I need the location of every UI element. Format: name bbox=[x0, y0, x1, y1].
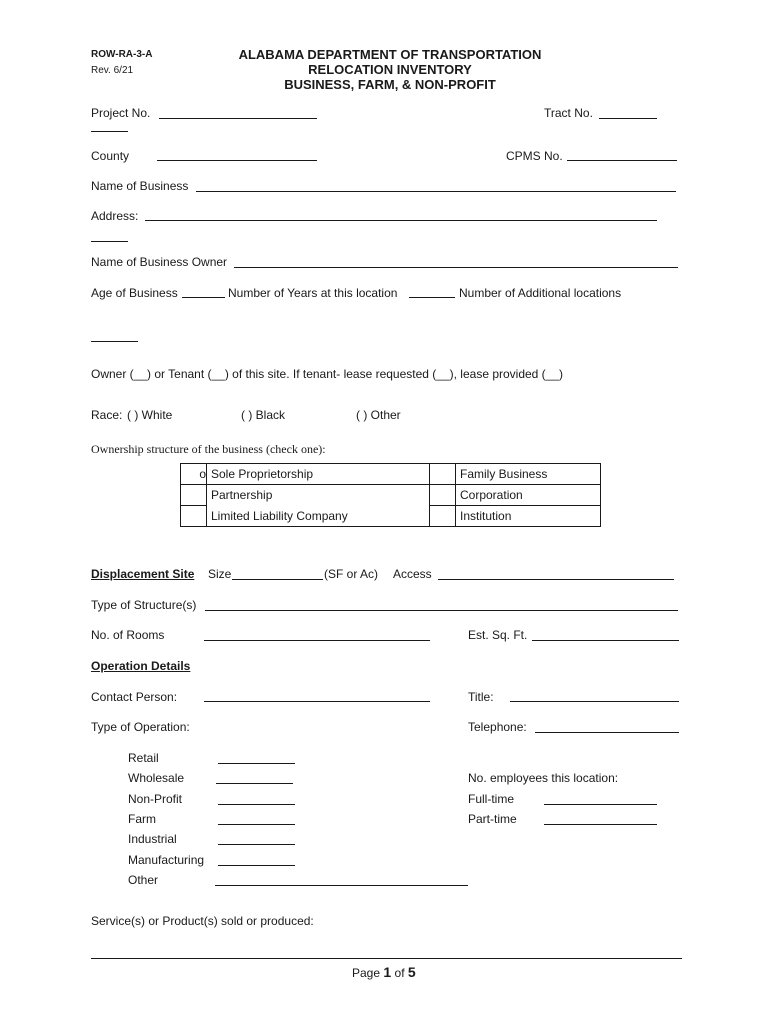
business-name-label: Name of Business bbox=[91, 179, 189, 193]
wholesale-field[interactable] bbox=[216, 783, 293, 784]
ownership-prompt: Ownership structure of the business (check one): bbox=[91, 442, 326, 456]
additional-locations-field[interactable] bbox=[91, 341, 138, 342]
retail-field[interactable] bbox=[218, 763, 295, 764]
county-field[interactable] bbox=[157, 160, 317, 161]
services-label: Service(s) or Product(s) sold or produced: bbox=[91, 914, 314, 928]
sq-ft-field[interactable] bbox=[532, 640, 679, 641]
telephone-label: Telephone: bbox=[468, 720, 527, 734]
size-field[interactable] bbox=[232, 579, 323, 580]
non-profit-field[interactable] bbox=[218, 804, 295, 805]
cpms-no-field[interactable] bbox=[567, 160, 677, 161]
ownership-row bbox=[181, 506, 601, 527]
manufacturing-field[interactable] bbox=[218, 865, 295, 866]
operation-type-label: Type of Operation: bbox=[91, 720, 190, 734]
county-label: County bbox=[91, 149, 130, 163]
tract-no-field[interactable] bbox=[599, 118, 657, 119]
telephone-field[interactable] bbox=[535, 732, 679, 733]
checkbox[interactable] bbox=[430, 485, 456, 506]
displacement-site-heading: Displacement Site bbox=[91, 567, 195, 581]
years-at-location-field[interactable] bbox=[409, 297, 455, 298]
access-label: Access bbox=[393, 567, 432, 581]
title-label: Title: bbox=[468, 690, 494, 704]
project-no-field[interactable] bbox=[159, 118, 317, 119]
operation-type-farm: Farm bbox=[128, 812, 156, 826]
operation-type-non-profit: Non-Profit bbox=[128, 792, 183, 806]
of-label: of bbox=[394, 966, 405, 980]
operation-type-other: Other bbox=[128, 873, 159, 887]
size-unit-label: (SF or Ac) bbox=[324, 567, 379, 581]
age-of-business-field[interactable] bbox=[182, 297, 225, 298]
structure-type-label: Type of Structure(s) bbox=[91, 598, 197, 612]
checkbox[interactable] bbox=[181, 506, 207, 527]
address-field[interactable] bbox=[145, 220, 657, 221]
tract-no-label: Tract No. bbox=[544, 106, 593, 120]
race-label: Race: bbox=[91, 408, 123, 422]
business-owner-label: Name of Business Owner bbox=[91, 255, 228, 269]
option-sole-proprietorship: Sole Proprietorship bbox=[207, 464, 430, 485]
contact-person-label: Contact Person: bbox=[91, 690, 178, 704]
option-institution: Institution bbox=[456, 506, 601, 527]
title-line-1: ALABAMA DEPARTMENT OF TRANSPORTATION bbox=[238, 47, 542, 62]
other-field[interactable] bbox=[215, 885, 468, 886]
structure-type-field[interactable] bbox=[205, 610, 678, 611]
operation-type-industrial: Industrial bbox=[128, 832, 177, 846]
services-field[interactable] bbox=[91, 958, 682, 959]
race-other-option[interactable]: ( ) Other bbox=[356, 408, 401, 422]
contact-person-field[interactable] bbox=[204, 701, 430, 702]
option-partnership: Partnership bbox=[207, 485, 430, 506]
employees-label: No. employees this location: bbox=[468, 771, 619, 785]
operation-type-manufacturing: Manufacturing bbox=[128, 853, 205, 867]
age-of-business-label: Age of Business bbox=[91, 286, 178, 300]
option-llc: Limited Liability Company bbox=[207, 506, 430, 527]
checkbox[interactable] bbox=[181, 464, 207, 485]
ownership-row bbox=[181, 464, 601, 485]
part-time-label: Part-time bbox=[468, 812, 517, 826]
cpms-no-label: CPMS No. bbox=[506, 149, 563, 163]
size-label: Size bbox=[208, 567, 232, 581]
operation-type-retail: Retail bbox=[128, 751, 159, 765]
page-total: 5 bbox=[407, 964, 416, 980]
full-time-label: Full-time bbox=[468, 792, 515, 806]
race-white-option[interactable]: ( ) White bbox=[127, 408, 173, 422]
operation-type-wholesale: Wholesale bbox=[128, 771, 185, 785]
ownership-row bbox=[181, 485, 601, 506]
ownership-structure-table bbox=[180, 463, 601, 527]
business-owner-field[interactable] bbox=[234, 267, 678, 268]
checkbox[interactable] bbox=[181, 485, 207, 506]
years-at-location-label: Number of Years at this location bbox=[228, 286, 398, 300]
business-name-field[interactable] bbox=[196, 191, 676, 192]
option-family-business: Family Business bbox=[456, 464, 601, 485]
additional-locations-label: Number of Additional locations bbox=[459, 286, 622, 300]
address-field-continued[interactable] bbox=[91, 241, 128, 242]
checkbox-mark: o bbox=[199, 467, 206, 481]
title-field[interactable] bbox=[510, 701, 679, 702]
full-time-field[interactable] bbox=[544, 804, 657, 805]
rooms-label: No. of Rooms bbox=[91, 628, 165, 642]
rooms-field[interactable] bbox=[204, 640, 430, 641]
address-label: Address: bbox=[91, 209, 139, 223]
owner-tenant-statement[interactable]: Owner (__) or Tenant (__) of this site. If tenant- lease requested (__), lease provided (__) bbox=[91, 367, 564, 381]
page-number: 1 bbox=[383, 964, 392, 980]
operation-details-heading: Operation Details bbox=[91, 659, 191, 673]
project-no-label: Project No. bbox=[91, 106, 151, 120]
industrial-field[interactable] bbox=[218, 844, 295, 845]
checkbox[interactable] bbox=[430, 506, 456, 527]
option-corporation: Corporation bbox=[456, 485, 601, 506]
page-indicator bbox=[352, 964, 416, 980]
revision-date: Rev. 6/21 bbox=[91, 65, 134, 76]
farm-field[interactable] bbox=[218, 824, 295, 825]
page-label: Page bbox=[352, 966, 381, 980]
tract-no-field-continued[interactable] bbox=[91, 131, 128, 132]
title-line-2: RELOCATION INVENTORY bbox=[308, 62, 472, 77]
form-code: ROW-RA-3-A bbox=[91, 49, 153, 60]
race-black-option[interactable]: ( ) Black bbox=[241, 408, 286, 422]
title-line-3: BUSINESS, FARM, & NON-PROFIT bbox=[284, 77, 496, 92]
sq-ft-label: Est. Sq. Ft. bbox=[468, 628, 528, 642]
access-field[interactable] bbox=[438, 579, 674, 580]
checkbox[interactable] bbox=[430, 464, 456, 485]
part-time-field[interactable] bbox=[544, 824, 657, 825]
